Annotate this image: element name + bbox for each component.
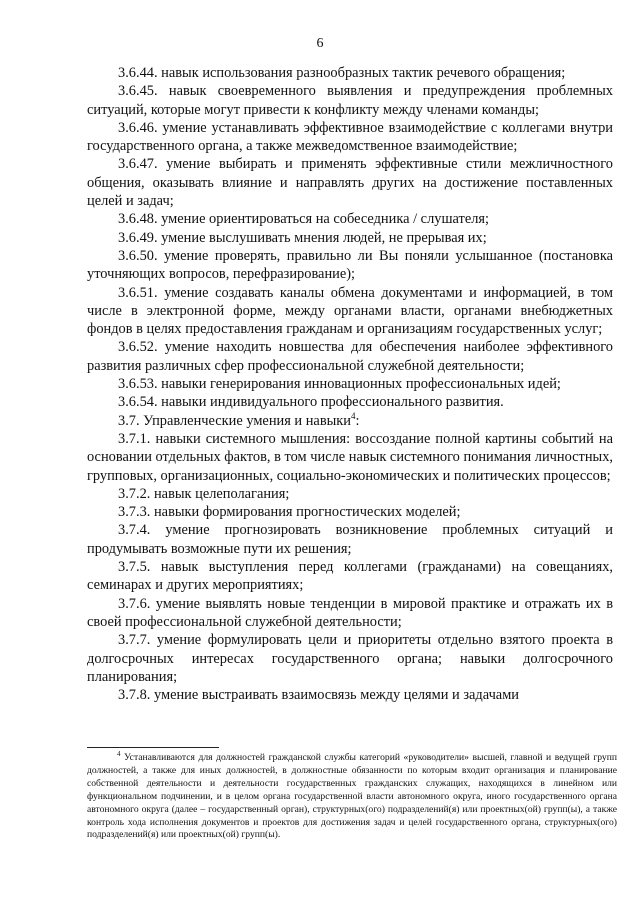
paragraph-3-6-53: 3.6.53. навыки генерирования инновационных профессиональных идей; — [118, 376, 561, 393]
paragraph-3-6-51: 3.6.51. умение создавать каналы обмена документами и информацией, в том числе в электронной форме, между органами власти, органами внебюджетных фондов в целях предоставления гражданам и организациям государственных услуг; — [87, 284, 613, 338]
section-heading-colon: : — [355, 412, 360, 429]
paragraph-3-7-6: 3.7.6. умение выявлять новые тенденции в мировой практике и отражать их в своей профессиональной служебной деятельности; — [87, 595, 613, 630]
paragraph-3-6-52: 3.6.52. умение находить новшества для обеспечения наиболее эффективного развития различных сфер профессиональной служебной деятельности; — [87, 339, 613, 374]
paragraph-3-6-49: 3.6.49. умение выслушивать мнения людей, не прерывая их; — [118, 229, 487, 246]
footnote-reference: 4 — [350, 410, 356, 421]
footnote — [87, 749, 617, 842]
paragraph-3-6-45: 3.6.45. навык своевременного выявления и предупреждения проблемных ситуаций, которые могут привести к конфликту между членами команды; — [87, 83, 613, 118]
paragraph-3-7-1: 3.7.1. навыки системного мышления: воссоздание полной картины событий на основании отдельных фактов, в том числе навык системного понимания личностных, групповых, организационных, социально-экономических и политических процессов; — [87, 430, 613, 484]
footnote-divider — [87, 747, 219, 748]
paragraph-3-6-50: 3.6.50. умение проверять, правильно ли Вы поняли услышанное (постановка уточняющих вопросов, перефразирование); — [87, 247, 613, 283]
document-body — [87, 64, 613, 704]
paragraph-3-6-54: 3.6.54. навыки индивидуального профессионального развития. — [118, 394, 504, 411]
paragraph-3-7-8: 3.7.8. умение выстраивать взаимосвязь между целями и задачами — [118, 687, 519, 704]
paragraph-3-7-2: 3.7.2. навык целеполагания; — [118, 485, 290, 502]
section-heading-text: 3.7. Управленческие умения и навыки — [118, 412, 351, 429]
page-number: 6 — [316, 36, 324, 51]
paragraph-3-7-3: 3.7.3. навыки формирования прогностических моделей; — [118, 504, 461, 521]
footnote-text: Устанавливаются для должностей гражданской службы категорий «руководители» высшей, главной и ведущей групп должностей, а также для иных должностей, в должностные обязанности по которым входит организация и планирование собственной деятельности и деятельности государственных гражданских служащих, находящихся в линейном или функциональном подчинении, и в целом органа государственной власти автономного округа, иного государственного органа автономного округа (далее – государственный орган), структурных(ого) подразделений(я) или проектных(ой) групп(ы), а также контроль хода исполнения документов и проектов для достижения задач и целей государственного органа, структурных(ого) подразделений(я) или проектных(ой) групп(ы). — [87, 752, 617, 841]
paragraph-3-7-7: 3.7.7. умение формулировать цели и приоритеты отдельно взятого проекта в долгосрочных интересах государственного органа; навыки долгосрочного планирования; — [87, 632, 613, 685]
paragraph-3-6-47: 3.6.47. умение выбирать и применять эффективные стили межличностного общения, оказывать влияние и направлять других на достижение поставленных целей и задач; — [87, 156, 613, 210]
footnote-marker: 4 — [117, 749, 121, 758]
paragraph-3-6-44: 3.6.44. навык использования разнообразных тактик речевого обращения; — [118, 65, 566, 81]
paragraph-3-6-46: 3.6.46. умение устанавливать эффективное взаимодействие с коллегами внутри государственного органа, а также межведомственное взаимодействие; — [87, 119, 613, 155]
section-heading-3-7 — [87, 412, 613, 430]
paragraph-3-7-5: 3.7.5. навык выступления перед коллегами (гражданами) на совещаниях, семинарах и других мероприятиях; — [87, 559, 613, 594]
paragraph-3-7-4: 3.7.4. умение прогнозировать возникновение проблемных ситуаций и продумывать возможные пути их решения; — [87, 522, 613, 557]
paragraph-3-6-48: 3.6.48. умение ориентироваться на собеседника / слушателя; — [118, 211, 490, 228]
